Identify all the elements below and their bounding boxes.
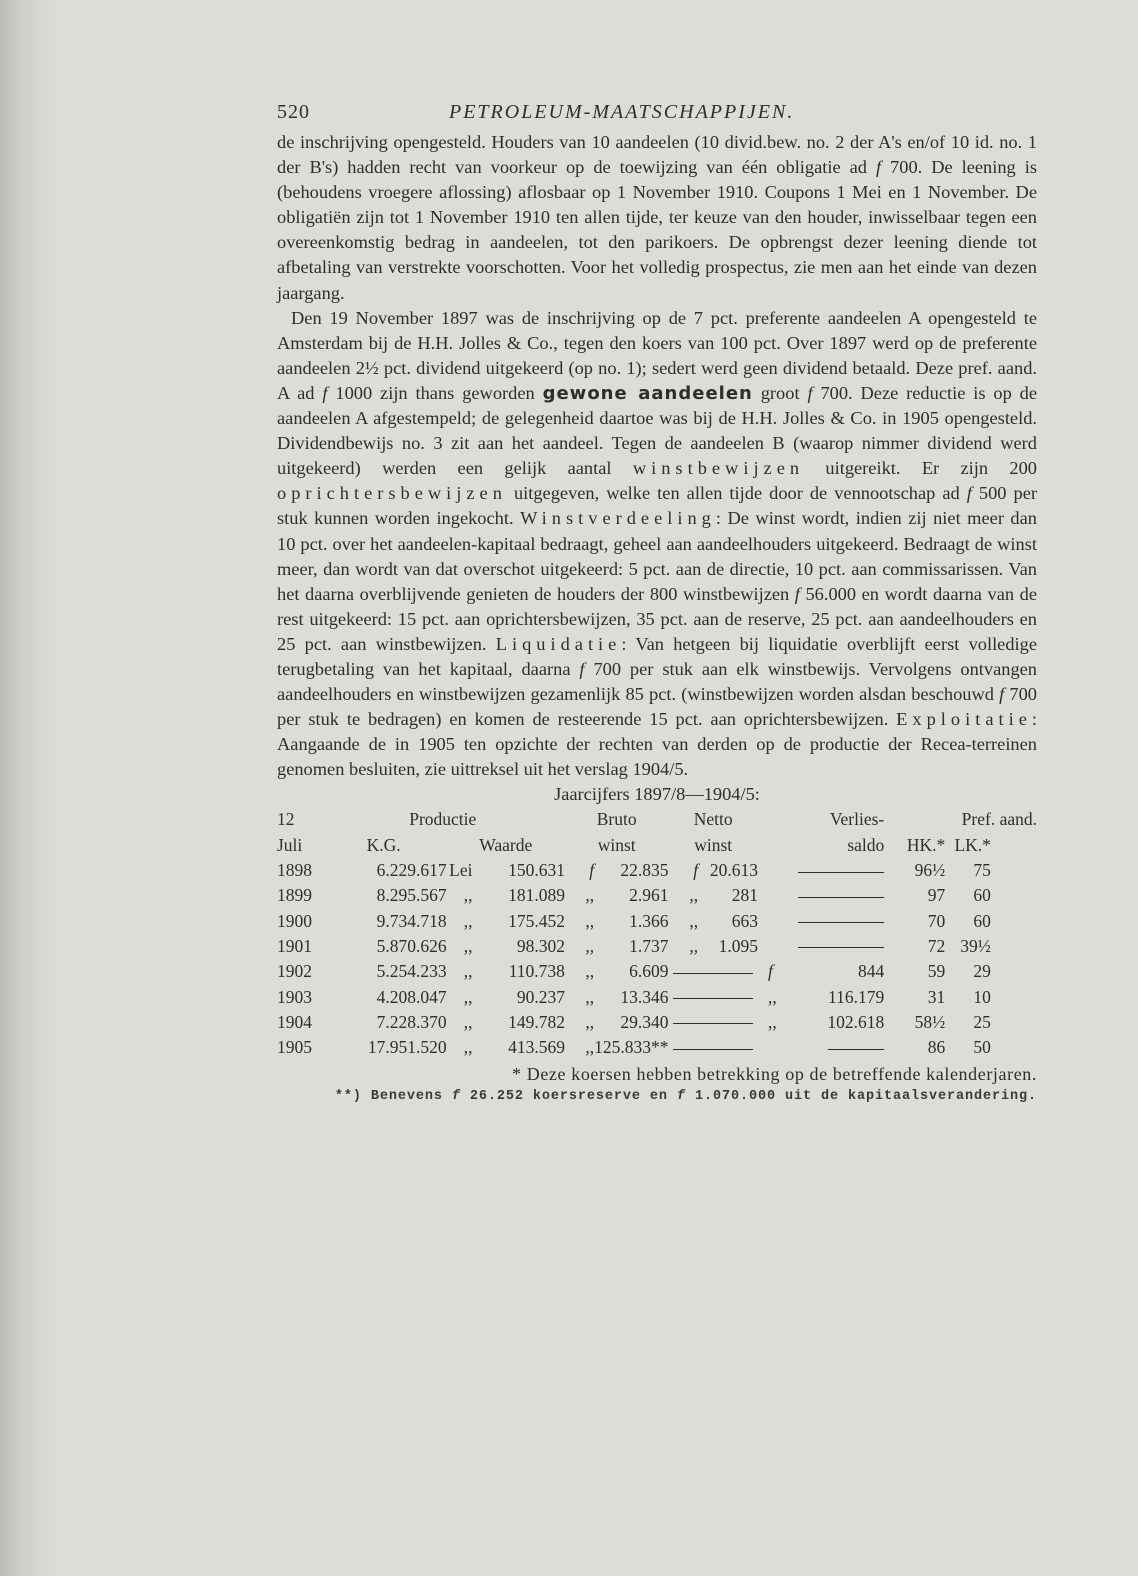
empty-dash: [673, 1023, 753, 1024]
bold-term: gewone aandeelen: [542, 382, 753, 404]
table-row: 1904 7.228.370 ,, 149.782 ,, 29.340 ,, 102.618 58½ 25: [277, 1011, 991, 1032]
spaced-term: winstbewijzen: [632, 458, 805, 479]
footnote-benevens: **) Benevens f 26.252 koersreserve en f 1.070.000 uit de kapitaalsverandering.: [334, 1089, 1037, 1105]
page-number: 520: [277, 101, 310, 123]
footnote-koersen: * Deze koersen hebben betrekking op de betreffende kalenderjaren.: [512, 1064, 1037, 1085]
table-header-row: Juli K.G. Waarde winst winst saldo HK.* LK.*: [277, 834, 991, 855]
table-row: 1899 8.295.567 ,, 181.089 ,, 2.961 ,, 281 97 60: [277, 885, 991, 906]
paragraph-leening: de inschrijving opengesteld. Houders van 10 aandeelen (10 divid.bew. no. 2 der A's en/of 10 id. no. 1 der B's) hadden recht van voorkeur op de toewijzing van één obligatie ad f 700. De leening is (behoudens vroegere aflossing) aflosbaar op 1 November 1910. Coupons 1 Mei en 1 November. De obligatiën zijn tot 1 November 1910 ten allen tijde, ter keuze van den houder, inwisselbaar tegen een overeenkomstig bedrag in aandeelen, tot den parikoers. De opbrengst dezer leening diende tot afbetaling van verstrekte voorschotten. Voor het volledig prospectus, zie men aan het einde van dezen jaargang.: [277, 132, 1037, 303]
table-row: 1900 9.734.718 ,, 175.452 ,, 1.366 ,, 663 70 60: [277, 910, 991, 931]
table-row: 1901 5.870.626 ,, 98.302 ,, 1.737 ,, 1.095 72 39½: [277, 935, 991, 956]
spaced-term: Winstverdeeling: [520, 508, 716, 529]
spaced-term: Liquidatie: [495, 633, 622, 654]
table-row: 1898 6.229.617 Lei 150.631 f 22.835 f 20.613 96½ 75: [277, 860, 991, 881]
empty-dash: [798, 947, 884, 948]
empty-dash: [828, 1049, 884, 1050]
spaced-term: oprichtersbewijzen: [277, 483, 507, 504]
jaarcijfers-table: [277, 807, 1037, 1060]
table-header-row: 12 Productie Bruto Netto Verlies- Pref. aand.: [277, 809, 1037, 830]
running-header: [277, 96, 1037, 130]
running-title: PETROLEUM-MAATSCHAPPIJEN.: [449, 101, 795, 123]
body-text: [277, 130, 1037, 782]
empty-dash: [673, 1049, 753, 1050]
empty-dash: [673, 973, 753, 974]
book-binding-shadow: [0, 0, 62, 1576]
empty-dash: [798, 922, 884, 923]
book-page: [277, 96, 1037, 1107]
empty-dash: [798, 872, 884, 873]
table-row: 1905 17.951.520 ,, 413.569 ,, 125.833** 86 50: [277, 1037, 991, 1058]
table-row: 1902 5.254.233 ,, 110.738 ,, 6.609 f 844 59 29: [277, 961, 991, 982]
table-row: 1903 4.208.047 ,, 90.237 ,, 13.346 ,, 116.179 31 10: [277, 986, 991, 1007]
empty-dash: [798, 897, 884, 898]
spaced-term: Exploitatie: [896, 709, 1032, 730]
paragraph-aandeelen: Den 19 November 1897 was de inschrijving op de 7 pct. preferente aandeelen A opengesteld te Amsterdam bij de H.H. Jolles & Co., tegen den koers van 100 pct. Over 1897 werd op de preferente aandeelen 2½ pct. dividend uitgekeerd (op no. 1); sedert werd geen dividend betaald. Deze pref. aand. A ad f 1000 zijn thans geworden gewone aandeelen groot f 700. Deze reductie is op de aandeelen A afgestempeld; de gelegenheid daartoe was bij de H.H. Jolles & Co. in 1905 opengesteld. Dividendbewijs no. 3 zit aan het aandeel. Tegen de aandeelen B (waarop nimmer dividend werd uitgekeerd) werden een gelijk aantal winstbewijzen uitgereikt. Er zijn 200 oprichtersbewijzen uitgegeven, welke ten allen tijde door de vennootschap ad f 500 per stuk kunnen worden ingekocht. Winstverdeeling: De winst wordt, indien zij niet meer dan 10 pct. over het aandeelen-kapitaal bedraagt, geheel aan aandeelhouders uitgekeerd. Bedraagt de winst meer, dan wordt van dat overschot uitgekeerd: 5 pct. aan de directie, 10 pct. aan commissarissen. Van het daarna overblijvende genieten de houders der 800 winstbewijzen f 56.000 en wordt daarna van de rest uitgekeerd: 15 pct. aan oprichtersbewijzen, 35 pct. aan de reserve, 25 pct. aan aandeelhouders en 25 pct. aan winstbewijzen. Liquidatie: Van hetgeen bij liquidatie overblijft eerst volledige terugbetaling van het kapitaal, daarna f 700 per stuk aan elk winstbewijs. Vervolgens ontvangen aandeelhouders en winstbewijzen gezamenlijk 85 pct. (winstbewijzen worden alsdan beschouwd f 700 per stuk te bedragen) en komen de resteerende 15 pct. aan oprichtersbewijzen. Exploitatie: Aangaande de in 1905 ten opzichte der rechten van derden op de productie der Recea-terreinen genomen besluiten, zie uittreksel uit het verslag 1904/5.: [277, 307, 1038, 780]
table-caption: Jaarcijfers 1897/8—1904/5:: [554, 784, 760, 805]
empty-dash: [673, 998, 753, 999]
